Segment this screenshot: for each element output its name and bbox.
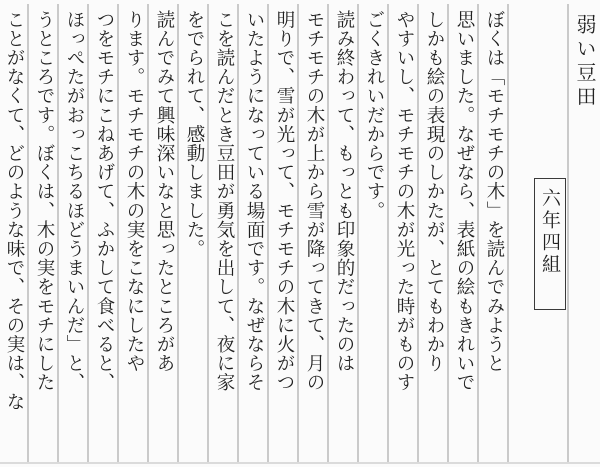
essay-line: 明りで、雪が光って、モチモチの木に火がつ: [274, 10, 295, 392]
essay-line: うところです。ぼくは、木の実をモチにした: [34, 10, 55, 392]
essay-line: 読んでみて興味深いなと思ったところがあ: [154, 10, 175, 373]
essay-line: ほっぺたがおっこちるほどうまいんだ」と、: [64, 10, 85, 392]
essay-line: ぼくは「モチモチの木」を読んでみようと: [484, 10, 505, 373]
essay-line: をでられて、感動しました。: [184, 10, 205, 259]
essay-line: しかも絵の表現のしかたが、とてもわかり: [424, 10, 445, 373]
essay-line: やすいし、モチモチの木が光った時がものす: [394, 10, 415, 392]
essay-line: つをモチにこねあげて、ふかして食べると、: [94, 10, 115, 392]
essay-title: 弱い豆田: [573, 14, 597, 110]
essay-line: 思いました。なぜなら、表紙の絵もきれいで: [454, 10, 475, 392]
class-label: 六年四組: [539, 188, 561, 276]
essay-line: ります。モチモチの木の実をこなにしたや: [124, 10, 145, 373]
essay-line: ことがなくて、どのような味で、その実は、な: [4, 10, 25, 412]
essay-line: いたようになっている場面です。なぜならそ: [244, 10, 265, 392]
essay-line: 読み終わって、もっとも印象的だったのは: [334, 10, 355, 373]
essay-line: モチモチの木が上から雪が降ってきて、月の: [304, 10, 325, 392]
essay-line: こを読んだとき豆田が勇気を出して、夜に家: [214, 10, 235, 392]
essay-line: ごくきれいだからです。: [364, 10, 385, 221]
